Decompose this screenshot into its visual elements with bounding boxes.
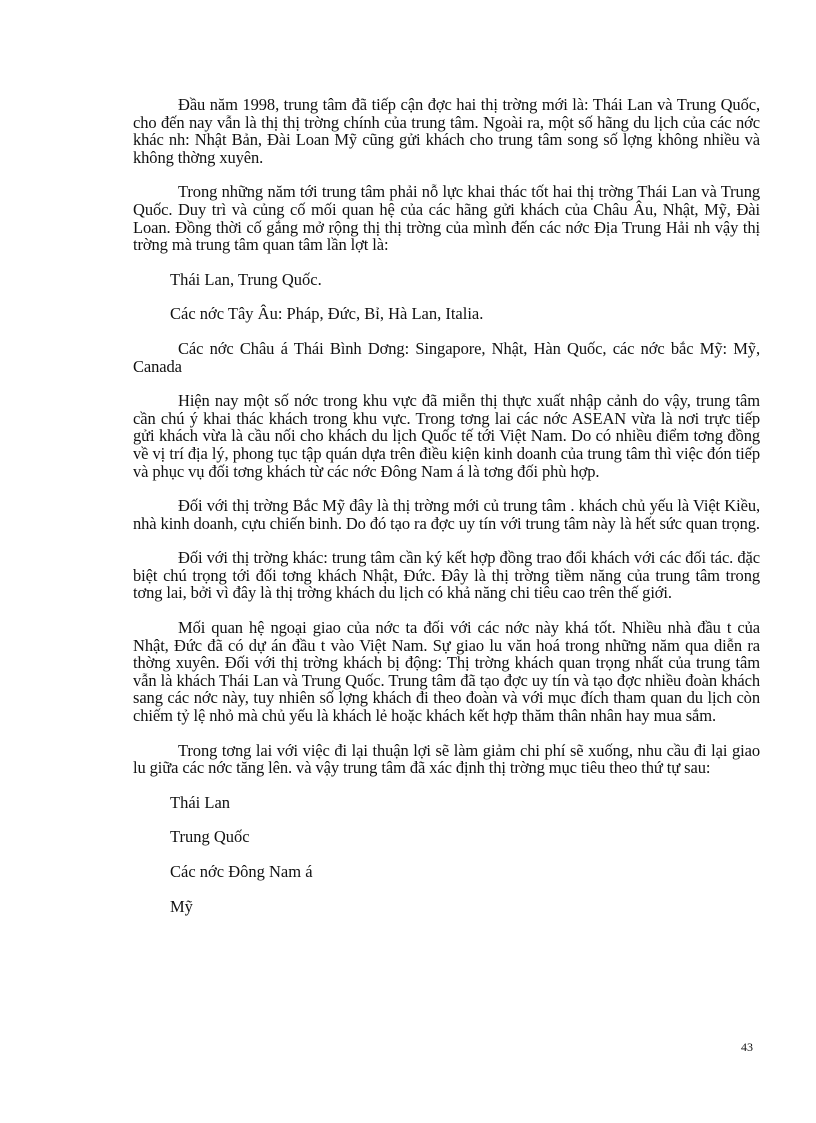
target-market-item: Mỹ <box>170 896 193 916</box>
market-line-thailand-china: Thái Lan, Trung Quốc. <box>170 269 322 289</box>
paragraph-target-markets-1998: Đầu năm 1998, trung tâm đã tiếp cận đợc hai thị trờng mới là: Thái Lan và Trung Quốc, cho đến nay vẫn là thị thị trờng chính của trung tâm. Ngoài ra, một số hãng du lịch của các nớc khác nh: Nhật Bản, Đài Loan Mỹ cũng gửi khách cho trung tâm song số lợng không nhiều và không thờng xuyên. <box>133 95 760 167</box>
paragraph-asean-region: Hiện nay một số nớc trong khu vực đã miễn thị thực xuất nhập cảnh do vậy, trung tâm cần chú ý khai thác khách trong khu vực. Trong tơng lai các nớc ASEAN vừa là nơi trực tiếp gửi khách vừa là cầu nối cho khách du lịch Quốc tế tới Việt Nam. Do có nhiều điểm tơng đồng về vị trí địa lý, phong tục tập quán dựa trên điều kiện kinh doanh của trung tâm thì việc đón tiếp và phục vụ đối tơng khách từ các nớc Đông Nam á là tơng đối phù hợp. <box>133 391 760 481</box>
paragraph-diplomatic-relations: Mối quan hệ ngoại giao của nớc ta đối với các nớc này khá tốt. Nhiều nhà đầu t của Nhật, Đức đã có dự án đầu t vào Việt Nam. Sự giao lu văn hoá trong những năm qua diễn ra thờng xuyên. Đối với thị trờng khách bị động: Thị trờng khách quan trọng nhất của trung tâm vẫn là khách Thái Lan và Trung Quốc. Trung tâm đã tạo đợc uy tín và tạo đợc nhiều đoàn khách sang các nớc này, tuy nhiên số lợng khách đi theo đoàn và với mục đích tham quan du lịch còn chiếm tỷ lệ nhỏ mà chủ yếu là khách lẻ hoặc khách kết hợp thăm thân nhân hay mua sắm. <box>133 618 760 726</box>
target-market-item: Trung Quốc <box>170 827 250 847</box>
paragraph-other-markets: Đối với thị trờng khác: trung tâm cần ký kết hợp đồng trao đổi khách với các đối tác. đặc biệt chú trọng tới đối tơng khách Nhật, Đức. Đây là thị trờng tiềm năng của trung tâm trong tơng lai, bởi vì đây là thị trờng khách du lịch có khả năng chi tiêu cao trên thế giới. <box>133 548 760 603</box>
paragraph-north-america: Đối với thị trờng Bắc Mỹ đây là thị trờng mới củ trung tâm . khách chủ yếu là Việt Kiều, nhà kinh doanh, cựu chiến binh. Do đó tạo ra đợc uy tín với trung tâm này là hết sức quan trọng. <box>133 496 760 533</box>
target-market-item: Thái Lan <box>170 792 231 812</box>
target-market-item: Các nớc Đông Nam á <box>170 862 313 881</box>
paragraph-target-order: Trong tơng lai với việc đi lại thuận lợi sẽ làm giảm chi phí sẽ xuống, nhu cầu đi lại giao lu giữa các nớc tăng lên. và vậy trung tâm đã xác định thị trờng mục tiêu theo thứ tự sau: <box>133 740 760 778</box>
body-text <box>133 96 760 932</box>
market-line-asia-pacific: Các nớc Châu á Thái Bình Dơng: Singapore, Nhật, Hàn Quốc, các nớc bắc Mỹ: Mỹ, Canada <box>133 338 760 376</box>
paragraph-future-development: Trong những năm tới trung tâm phải nỗ lực khai thác tốt hai thị trờng Thái Lan và Trung Quốc. Duy trì và củng cố mối quan hệ của các hãng gửi khách của Châu Âu, Nhật, Mỹ, Đài Loan. Đồng thời cố gắng mở rộng thị thị trờng của mình đến các nớc Địa Trung Hải nh vậy thị trờng mà trung tâm quan tâm lần lợt là: <box>133 182 760 255</box>
page-number: 43 <box>741 1040 753 1054</box>
market-line-western-europe: Các nớc Tây Âu: Pháp, Đức, Bỉ, Hà Lan, Italia. <box>170 304 484 324</box>
